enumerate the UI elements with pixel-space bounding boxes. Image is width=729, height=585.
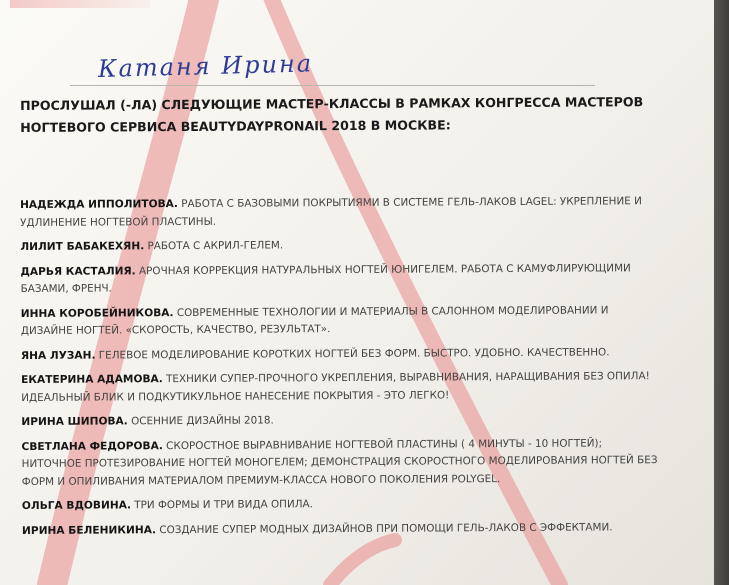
masterclass-item bbox=[20, 260, 660, 299]
masterclass-item bbox=[21, 410, 661, 431]
masterclass-list bbox=[20, 193, 662, 547]
instructor-name: ОЛЬГА ВДОВИНА. bbox=[21, 499, 131, 512]
masterclass-item bbox=[21, 344, 661, 365]
signature-line bbox=[70, 85, 595, 86]
instructor-name: ИРИНА БЕЛЕНИКИНА. bbox=[22, 523, 157, 537]
masterclass-description: ТЕХНИКИ СУПЕР-ПРОЧНОГО УКРЕПЛЕНИЯ, ВЫРАВНИВАНИЯ, НАРАЩИВАНИЯ БЕЗ ОПИЛА! ИДЕАЛЬНЫЙ БЛИК И ПОДКУТИКУЛЬНОЕ НАНЕСЕНИЕ ПОКРЫТИЯ - ЭТО ЛЕГКО! bbox=[21, 370, 650, 404]
instructor-name: СВЕТЛАНА ФЕДОРОВА. bbox=[21, 439, 163, 453]
instructor-name: ЕКАТЕРИНА АДАМОВА. bbox=[21, 373, 163, 386]
masterclass-item bbox=[20, 193, 660, 232]
certificate-heading: ПРОСЛУШАЛ (-ЛА) СЛЕДУЮЩИЕ МАСТЕР-КЛАССЫ В РАМКАХ КОНГРЕССА МАСТЕРОВ НОГТЕВОГО СЕРВИСА BEAUTYDAYPRONAIL 2018 В МОСКВЕ: bbox=[20, 94, 644, 135]
instructor-name: ДАРЬЯ КАСТАЛИЯ. bbox=[20, 264, 136, 278]
handwritten-signature: Катаня Ирина bbox=[97, 49, 314, 83]
masterclass-description: ТРИ ФОРМЫ И ТРИ ВИДА ОПИЛА. bbox=[134, 498, 313, 512]
instructor-name: ЛИЛИТ БАБАКЕХЯН. bbox=[20, 240, 145, 253]
masterclass-description: СОЗДАНИЕ СУПЕР МОДНЫХ ДИЗАЙНОВ ПРИ ПОМОЩИ ГЕЛЬ-ЛАКОВ С ЭФФЕКТАМИ. bbox=[159, 520, 613, 536]
masterclass-item bbox=[21, 435, 661, 491]
masterclass-description: АРОЧНАЯ КОРРЕКЦИЯ НАТУРАЛЬНЫХ НОГТЕЙ ЮНИГЕЛЕМ. РАБОТА С КАМУФЛИРУЮЩИМИ БАЗАМИ, ФРЕНЧ. bbox=[20, 261, 631, 295]
masterclass-description: ГЕЛЕВОЕ МОДЕЛИРОВАНИЕ КОРОТКИХ НОГТЕЙ БЕЗ ФОРМ. БЫСТРО. УДОБНО. КАЧЕСТВЕННО. bbox=[98, 345, 610, 362]
masterclass-item bbox=[21, 302, 661, 341]
instructor-name: ИННА КОРОБЕЙНИКОВА. bbox=[20, 306, 174, 320]
masterclass-description: РАБОТА С АКРИЛ-ГЕЛЕМ. bbox=[147, 239, 284, 253]
masterclass-description: СКОРОСТНОЕ ВЫРАВНИВАНИЕ НОГТЕВОЙ ПЛАСТИНЫ ( 4 МИНУТЫ - 10 НОГТЕЙ); НИТОЧНОЕ ПРОТЕЗИРОВАНИЕ НОГТЕЙ МОНОГЕЛЕМ; ДЕМОНСТРАЦИЯ СКОРОСТНОГО МОДЕЛИРОВАНИЯ НОГТЕЙ БЕЗ ФОРМ И ОПИЛИВАНИЯ МАТЕРИАЛОМ ПРЕМИУМ-КЛАССА НОВОГО ПОКОЛЕНИЯ POLYGEL. bbox=[21, 436, 658, 488]
masterclass-item bbox=[22, 494, 662, 515]
instructor-name: НАДЕЖДА ИППОЛИТОВА. bbox=[20, 198, 178, 211]
instructor-name: ИРИНА ШИПОВА. bbox=[21, 415, 128, 428]
masterclass-item bbox=[22, 519, 662, 540]
top-logo-fragment bbox=[10, 0, 150, 8]
masterclass-description: ОСЕННИЕ ДИЗАЙНЫ 2018. bbox=[131, 414, 274, 428]
instructor-name: ЯНА ЛУЗАН. bbox=[20, 349, 96, 362]
masterclass-description: РАБОТА С БАЗОВЫМИ ПОКРЫТИЯМИ В СИСТЕМЕ ГЕЛЬ-ЛАКОВ LAGEL: УКРЕПЛЕНИЕ И УДЛИНЕНИЕ НОГТЕВОЙ ПЛАСТИНЫ. bbox=[20, 195, 642, 229]
masterclass-description: СОВРЕМЕННЫЕ ТЕХНОЛОГИИ И МАТЕРИАЛЫ В САЛОННОМ МОДЕЛИРОВАНИИ И ДИЗАЙНЕ НОГТЕЙ. «СКОРОСТЬ, КАЧЕСТВО, РЕЗУЛЬТАТ». bbox=[20, 303, 609, 337]
masterclass-item bbox=[20, 235, 660, 256]
background-surface bbox=[714, 0, 729, 585]
masterclass-item bbox=[21, 368, 661, 407]
